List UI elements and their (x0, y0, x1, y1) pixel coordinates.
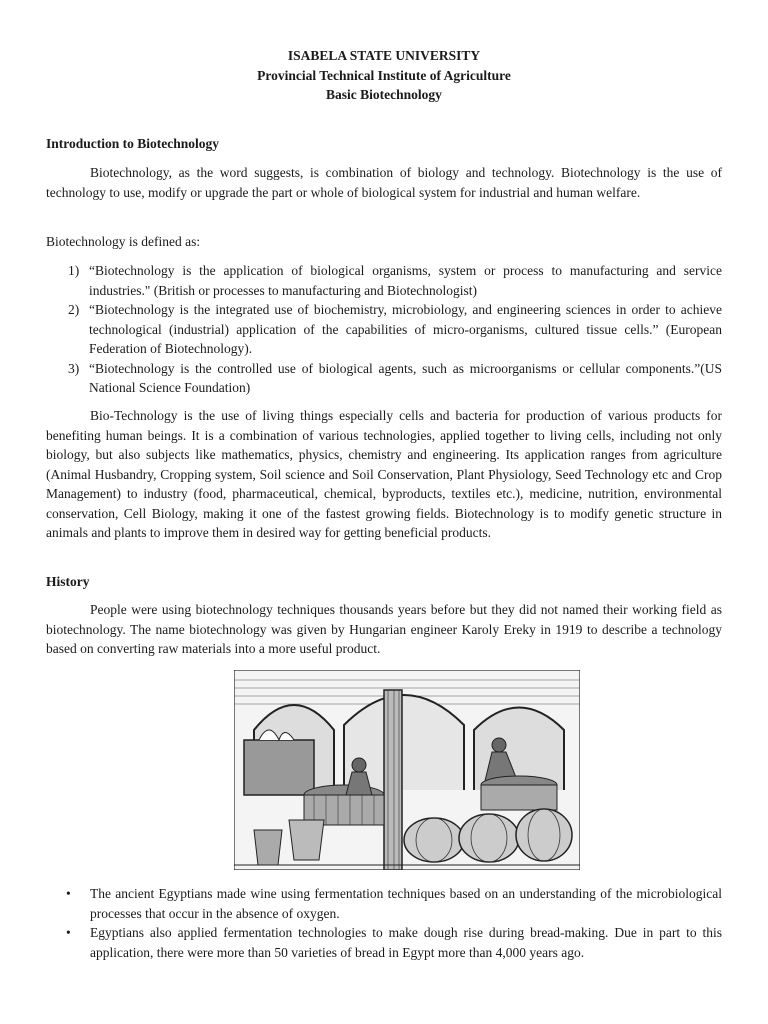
course-title: Basic Biotechnology (326, 87, 442, 102)
definition-text: “Biotechnology is the integrated use of biochemistry, microbiology, and engineering sciences in order to achieve technological (industrial) application of the capabilities of micro-organisms, cultured tissue cells.” (European Federation of Biotechnology). (89, 302, 722, 356)
history-bullets (46, 884, 722, 962)
intro-paragraph: Biotechnology, as the word suggests, is combination of biology and technology. Biotechnology is the use of technology to use, modify or upgrade the part or whole of biological system for industrial and human welfare. (46, 165, 722, 200)
definition-number: 2) (68, 302, 80, 317)
definition-text: “Biotechnology is the controlled use of biological agents, such as microorganisms or cellular components.”(US National Science Foundation) (89, 360, 722, 395)
definition-text: “Biotechnology is the application of biological organisms, system or process to manufacturing and service industries." (British or processes to manufacturing and Biotechnologist) (89, 263, 722, 298)
definition-item (46, 300, 722, 359)
list-item (46, 923, 722, 962)
definition-item (46, 359, 722, 398)
definition-item (46, 261, 722, 300)
list-item (46, 884, 722, 923)
definitions-lead: Biotechnology is defined as: (46, 234, 201, 249)
bullet-text: Egyptians also applied fermentation technologies to make dough rise during bread-making. Due in part to this application, there were more than 50 varieties of bread in Egypt more than 4,000 years ago. (90, 925, 722, 960)
university-name: ISABELA STATE UNIVERSITY (287, 48, 481, 63)
definition-number: 1) (68, 263, 80, 278)
definition-number: 3) (68, 360, 80, 376)
history-heading: History (46, 574, 90, 589)
document-header (0, 46, 768, 105)
intro-heading: Introduction to Biotechnology (46, 136, 220, 151)
history-paragraph: People were using biotechnology techniques thousands years before but they did not named their working field as biotechnology. The name biotechnology was given by Hungarian engineer Karoly Ereky in 1919 to describe a technology based on converting raw materials into a more useful product. (46, 602, 722, 656)
brewery-engraving-illustration (234, 670, 580, 870)
bullet-text: The ancient Egyptians made wine using fermentation techniques based on an understanding of the microbiological processes that occur in the absence of oxygen. (90, 886, 722, 921)
institute-name: Provincial Technical Institute of Agriculture (257, 67, 511, 83)
biotech-paragraph: Bio-Technology is the use of living things especially cells and bacteria for production of various products for benefiting human beings. It is a combination of various technologies, applied together to living cells, including not only biology, but also subjects like mathematics, physics, chemistry and engineering. Its application ranges from agriculture (Animal Husbandry, Cropping system, Soil science and Soil Conservation, Plant Physiology, Seed Technology etc and Crop Management) to industry (food, pharmaceutical, chemical, byproducts, textiles etc.), medicine, nutrition, environmental conservation, Cell Biology, making it one of the fastest growing fields. Biotechnology is to modify genetic structure in animals and plants to improve them in desired way for getting beneficial products. (46, 408, 722, 540)
bullet-icon: • (66, 925, 71, 940)
definitions-list (46, 261, 722, 398)
bullet-icon: • (66, 886, 71, 901)
